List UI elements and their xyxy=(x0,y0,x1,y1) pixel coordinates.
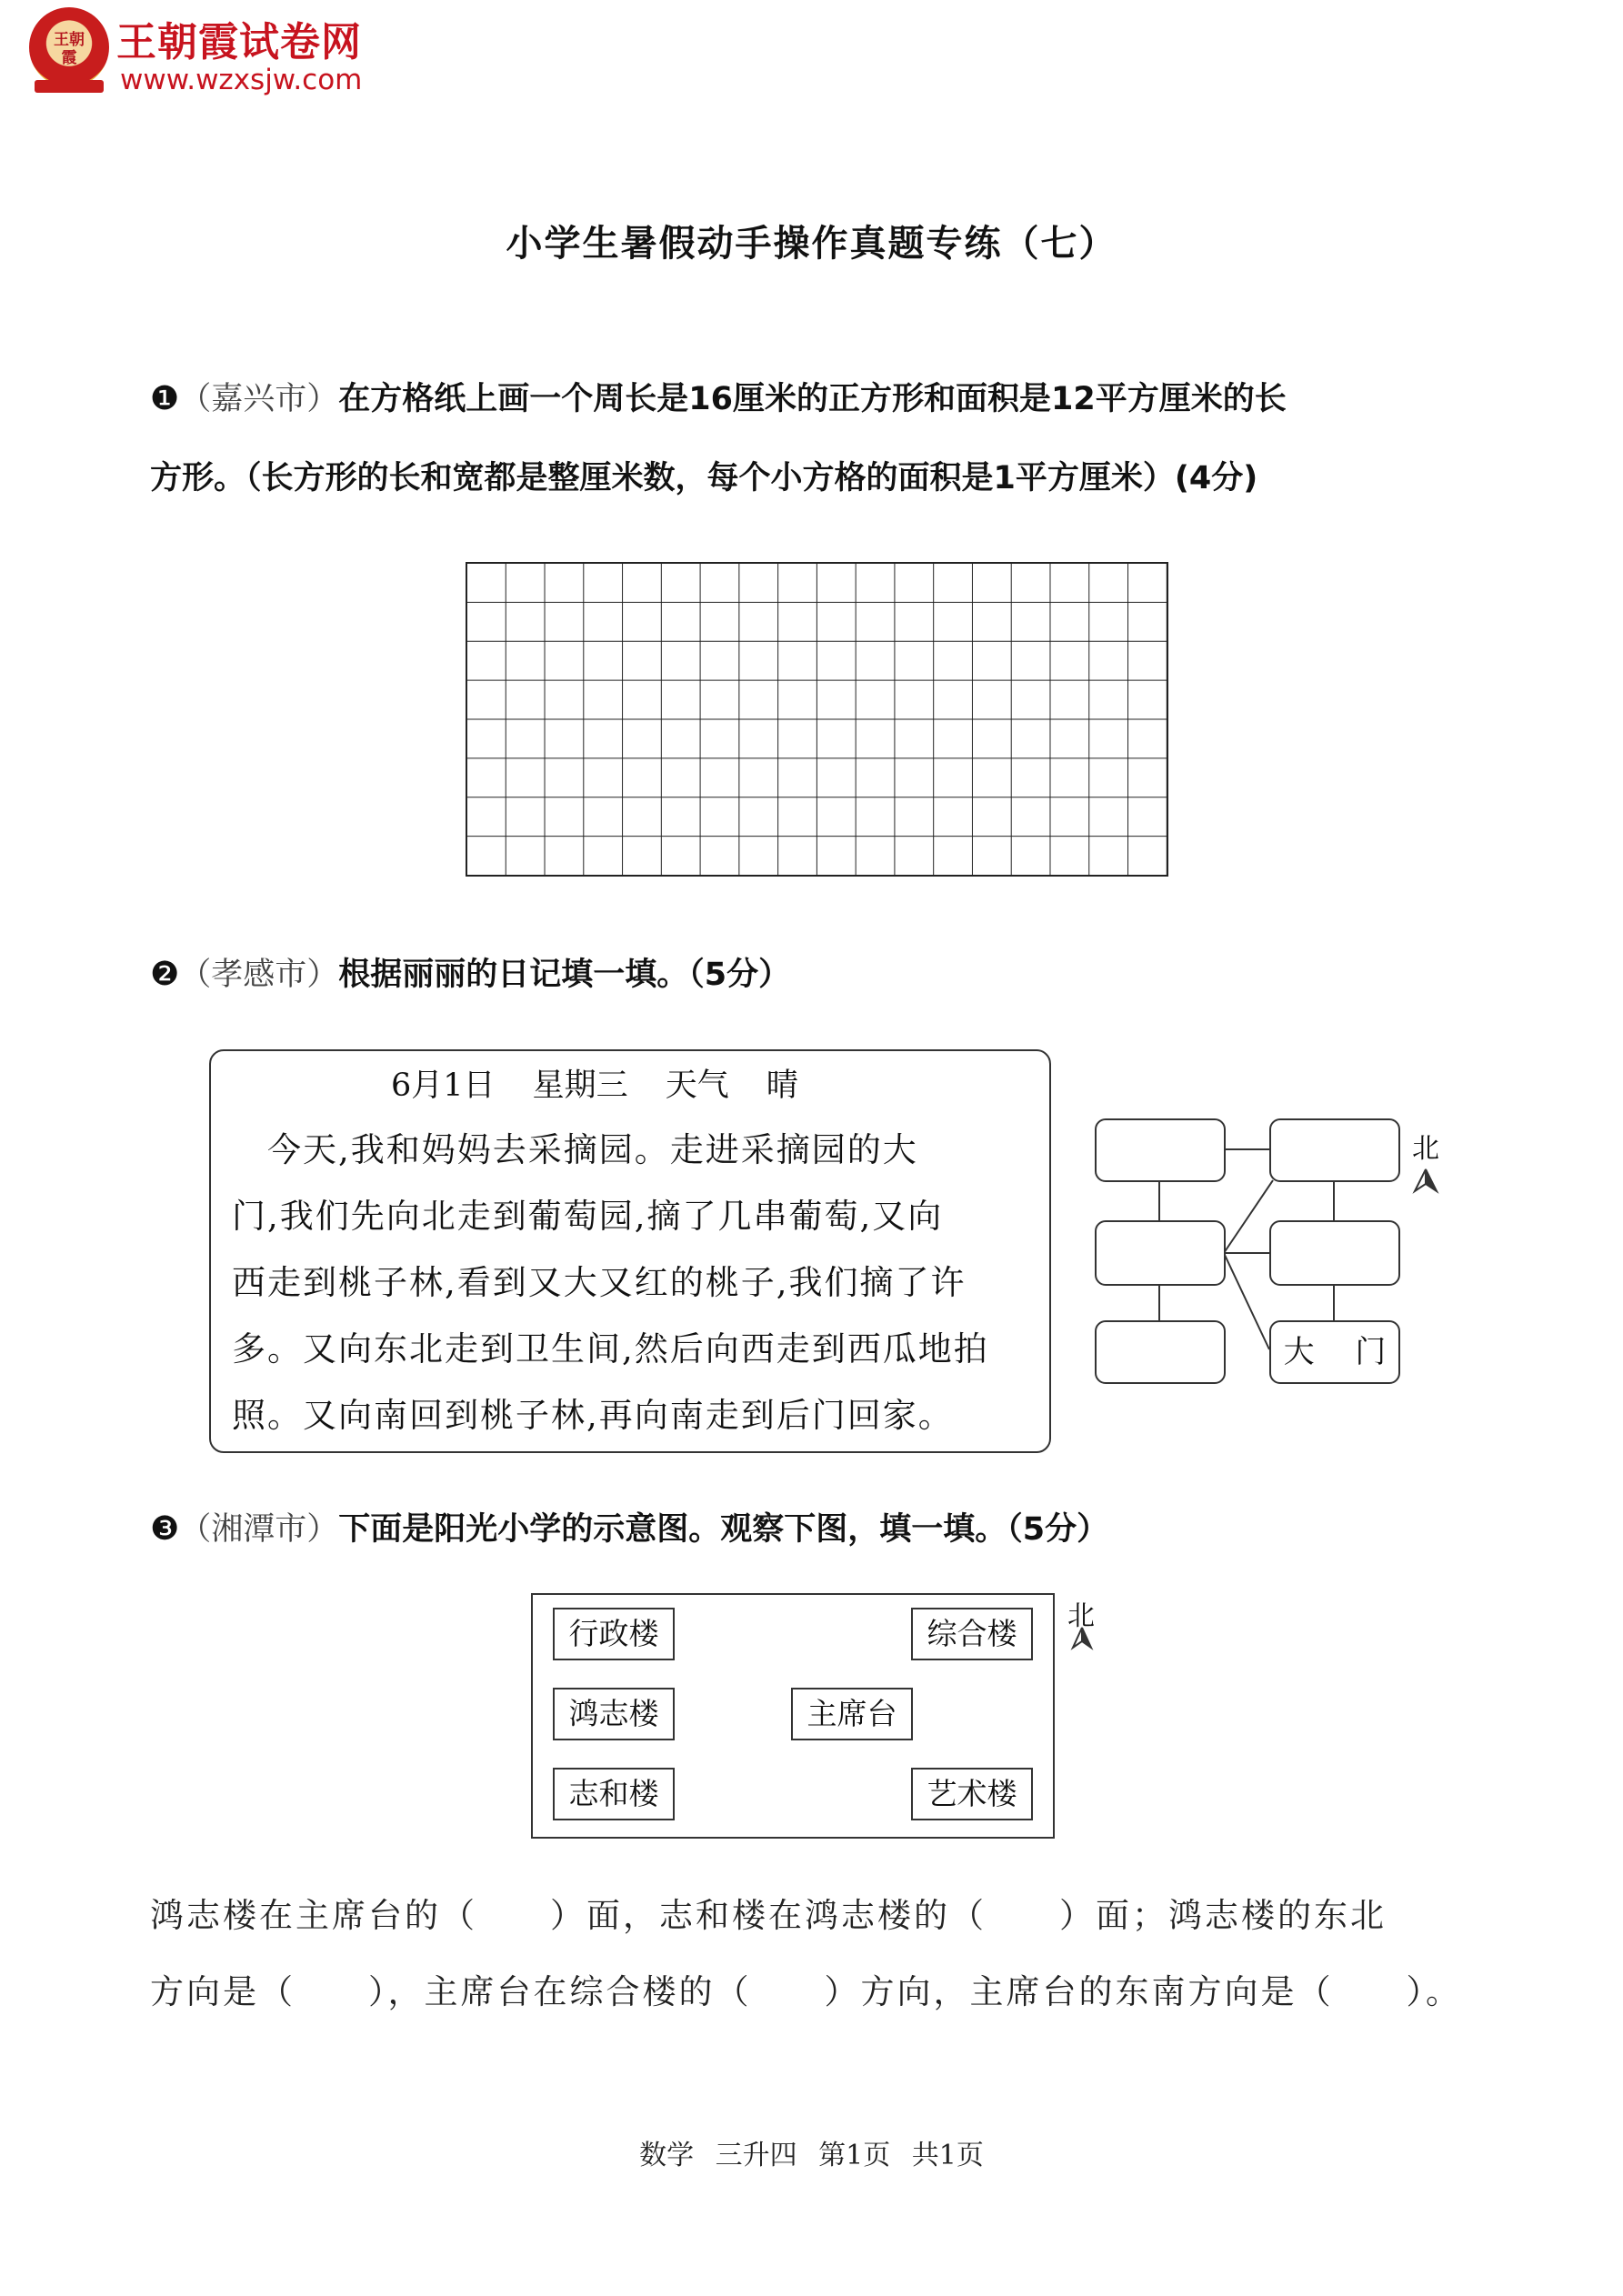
q3-fill-line2: 方向是（ ），主席台在综合楼的（ ）方向，主席台的东南方向是（ ）。 xyxy=(150,1972,1462,2011)
q3-fill-line1: 鸿志楼在主席台的（ ）面，志和楼在鸿志楼的（ ）面；鸿志楼的东北 xyxy=(150,1896,1387,1935)
north-arrow-icon xyxy=(1073,1628,1082,1648)
q3-city: （湘潭市） xyxy=(179,1511,339,1548)
diary-line: 门,我们先向北走到葡萄园,摘了几串葡萄,又向 xyxy=(232,1197,944,1236)
q3-number: ❸ xyxy=(150,1510,180,1548)
building-general: 综合楼 xyxy=(911,1608,1033,1660)
q1-text-line2: 方形。（长方形的长和宽都是整厘米数，每个小方格的面积是1平方厘米）(4分) xyxy=(150,460,1258,496)
building-hongzhi: 鸿志楼 xyxy=(553,1688,675,1740)
diary-header: 6月1日 星期三 天气 晴 xyxy=(391,1068,798,1104)
building-art: 艺术楼 xyxy=(911,1768,1033,1820)
page-title: 小学生暑假动手操作真题专练（七） xyxy=(506,223,1117,265)
logo-text: 王朝霞 xyxy=(54,31,85,67)
brand-name: 王朝霞试卷网 xyxy=(116,19,362,65)
q1-number: ❶ xyxy=(150,380,180,417)
diary-line: 今天,我和妈妈去采摘园。走进采摘园的大 xyxy=(232,1130,918,1169)
brand-url[interactable]: www.wzxsjw.com xyxy=(120,64,363,96)
diary-line: 西走到桃子林,看到又大又红的桃子,我们摘了许 xyxy=(232,1263,967,1302)
q2-number: ❷ xyxy=(150,956,180,993)
q2-city: （孝感市） xyxy=(179,957,339,993)
q1-city: （嘉兴市） xyxy=(179,381,339,417)
map-box-gate: 大 门 xyxy=(1269,1320,1400,1384)
q3-text: 下面是阳光小学的示意图。观察下图，填一填。（5分） xyxy=(338,1511,1109,1548)
north-label: 北 xyxy=(1412,1133,1439,1165)
diary-line: 多。又向东北走到卫生间,然后向西走到西瓜地拍 xyxy=(232,1329,989,1369)
q2-text: 根据丽丽的日记填一填。（5分） xyxy=(338,957,791,993)
q1-text-line1: 在方格纸上画一个周长是16厘米的正方形和面积是12平方厘米的长 xyxy=(338,381,1287,417)
page-footer: 数学 三升四 第1页 共1页 xyxy=(639,2140,984,2171)
building-admin: 行政楼 xyxy=(553,1608,675,1660)
building-rostrum: 主席台 xyxy=(791,1688,913,1740)
plan-north-label: 北 xyxy=(1067,1600,1095,1632)
building-zhihe: 志和楼 xyxy=(553,1768,675,1820)
diary-line: 照。又向南回到桃子林,再向南走到后门回家。 xyxy=(232,1396,954,1435)
